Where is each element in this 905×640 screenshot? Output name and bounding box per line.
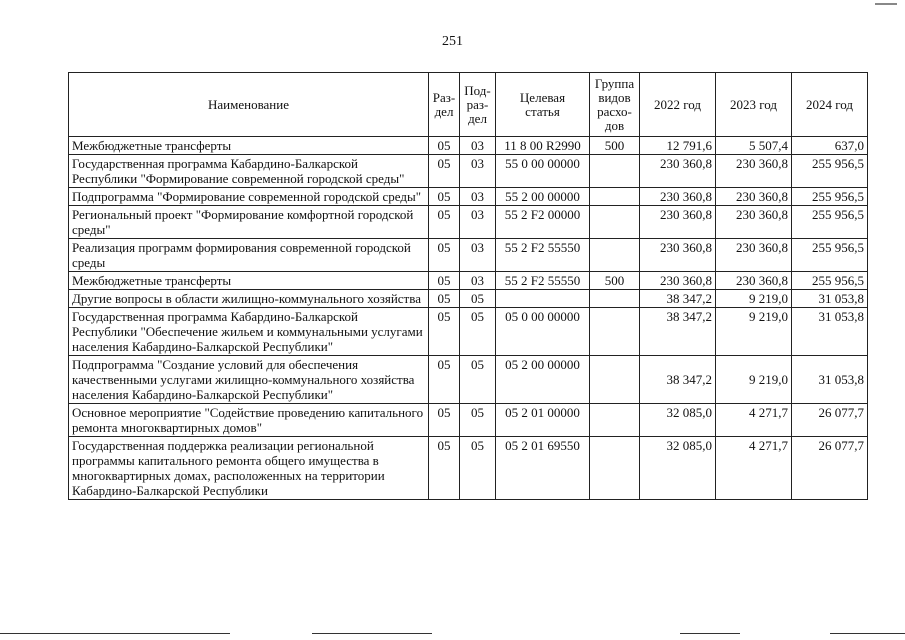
row-2022: 32 085,0 xyxy=(640,404,716,437)
table-row xyxy=(69,272,868,290)
row-podrazdel: 05 xyxy=(460,404,496,437)
row-2023: 230 360,8 xyxy=(716,239,792,272)
row-2023: 9 219,0 xyxy=(716,290,792,308)
header-podrazdel: Под- раз- дел xyxy=(460,73,496,137)
row-2024: 255 956,5 xyxy=(792,155,868,188)
table-row xyxy=(69,239,868,272)
row-celevaya-statya: 05 2 00 00000 xyxy=(496,356,590,404)
row-2024: 255 956,5 xyxy=(792,206,868,239)
row-gruppa-vidov xyxy=(590,356,640,404)
row-2023: 9 219,0 xyxy=(716,356,792,404)
row-razdel: 05 xyxy=(429,239,460,272)
row-name: Государственная программа Кабардино-Балкарской Республики "Обеспечение жильем и коммунальными услугами населения Кабардино-Балкарской Республики" xyxy=(69,308,429,356)
page-number: 251 xyxy=(442,34,463,49)
table-row xyxy=(69,206,868,239)
row-podrazdel: 03 xyxy=(460,239,496,272)
row-2024: 31 053,8 xyxy=(792,308,868,356)
row-2024: 637,0 xyxy=(792,137,868,155)
row-2023: 230 360,8 xyxy=(716,155,792,188)
row-2024: 26 077,7 xyxy=(792,437,868,500)
row-razdel: 05 xyxy=(429,437,460,500)
row-2022: 230 360,8 xyxy=(640,155,716,188)
budget-table xyxy=(68,72,868,500)
row-razdel: 05 xyxy=(429,206,460,239)
row-2023: 4 271,7 xyxy=(716,404,792,437)
row-gruppa-vidov xyxy=(590,155,640,188)
row-razdel: 05 xyxy=(429,290,460,308)
row-2023: 230 360,8 xyxy=(716,272,792,290)
row-2022: 38 347,2 xyxy=(640,356,716,404)
row-2022: 38 347,2 xyxy=(640,308,716,356)
row-2024: 26 077,7 xyxy=(792,404,868,437)
row-razdel: 05 xyxy=(429,272,460,290)
row-gruppa-vidov xyxy=(590,404,640,437)
row-celevaya-statya: 11 8 00 R2990 xyxy=(496,137,590,155)
row-2022: 230 360,8 xyxy=(640,206,716,239)
row-2023: 4 271,7 xyxy=(716,437,792,500)
row-gruppa-vidov xyxy=(590,437,640,500)
row-name: Государственная программа Кабардино-Балкарской Республики "Формирование современной городской среды" xyxy=(69,155,429,188)
footer-rule xyxy=(680,633,740,634)
row-razdel: 05 xyxy=(429,404,460,437)
row-name: Основное мероприятие "Содействие проведению капитального ремонта многоквартирных домов" xyxy=(69,404,429,437)
footer-rule xyxy=(0,633,230,634)
row-name: Подпрограмма "Создание условий для обеспечения качественными услугами жилищно-коммунального хозяйства населения Кабардино-Балкарской Республики" xyxy=(69,356,429,404)
row-podrazdel: 05 xyxy=(460,308,496,356)
header-2023: 2023 год xyxy=(716,73,792,137)
row-2023: 230 360,8 xyxy=(716,188,792,206)
row-2022: 230 360,8 xyxy=(640,188,716,206)
row-celevaya-statya xyxy=(496,290,590,308)
row-2023: 230 360,8 xyxy=(716,206,792,239)
row-celevaya-statya: 55 2 00 00000 xyxy=(496,188,590,206)
row-celevaya-statya: 55 0 00 00000 xyxy=(496,155,590,188)
row-razdel: 05 xyxy=(429,356,460,404)
header-razdel: Раз- дел xyxy=(429,73,460,137)
row-celevaya-statya: 55 2 F2 55550 xyxy=(496,239,590,272)
row-2024: 31 053,8 xyxy=(792,356,868,404)
table-row xyxy=(69,155,868,188)
row-gruppa-vidov xyxy=(590,239,640,272)
scan-corner-mark xyxy=(875,3,897,5)
header-2022: 2022 год xyxy=(640,73,716,137)
row-2024: 255 956,5 xyxy=(792,272,868,290)
row-gruppa-vidov xyxy=(590,206,640,239)
row-podrazdel: 05 xyxy=(460,290,496,308)
row-2022: 12 791,6 xyxy=(640,137,716,155)
row-name: Межбюджетные трансферты xyxy=(69,137,429,155)
header-2024: 2024 год xyxy=(792,73,868,137)
row-gruppa-vidov: 500 xyxy=(590,272,640,290)
table-row xyxy=(69,188,868,206)
row-podrazdel: 03 xyxy=(460,137,496,155)
row-celevaya-statya: 55 2 F2 55550 xyxy=(496,272,590,290)
row-celevaya-statya: 05 2 01 69550 xyxy=(496,437,590,500)
header-name: Наименование xyxy=(69,73,429,137)
row-celevaya-statya: 55 2 F2 00000 xyxy=(496,206,590,239)
row-2023: 9 219,0 xyxy=(716,308,792,356)
row-podrazdel: 05 xyxy=(460,437,496,500)
row-name: Региональный проект "Формирование комфортной городской среды" xyxy=(69,206,429,239)
row-2024: 255 956,5 xyxy=(792,239,868,272)
row-gruppa-vidov: 500 xyxy=(590,137,640,155)
row-podrazdel: 03 xyxy=(460,272,496,290)
row-2022: 38 347,2 xyxy=(640,290,716,308)
row-podrazdel: 03 xyxy=(460,155,496,188)
table-row xyxy=(69,137,868,155)
row-2022: 32 085,0 xyxy=(640,437,716,500)
table-row xyxy=(69,437,868,500)
row-razdel: 05 xyxy=(429,155,460,188)
row-gruppa-vidov xyxy=(590,188,640,206)
row-2022: 230 360,8 xyxy=(640,272,716,290)
header-row xyxy=(69,73,868,137)
row-celevaya-statya: 05 2 01 00000 xyxy=(496,404,590,437)
row-name: Государственная поддержка реализации региональной программы капитального ремонта общего имущества в многоквартирных домах, расположенных на территории Кабардино-Балкарской Республики xyxy=(69,437,429,500)
row-celevaya-statya: 05 0 00 00000 xyxy=(496,308,590,356)
row-razdel: 05 xyxy=(429,137,460,155)
table-row xyxy=(69,404,868,437)
row-2022: 230 360,8 xyxy=(640,239,716,272)
row-gruppa-vidov xyxy=(590,290,640,308)
row-2024: 31 053,8 xyxy=(792,290,868,308)
footer-rule xyxy=(830,633,905,634)
header-celevaya-statya: Целевая статья xyxy=(496,73,590,137)
header-gruppa-vidov: Группа видов расхо- дов xyxy=(590,73,640,137)
row-podrazdel: 03 xyxy=(460,188,496,206)
row-razdel: 05 xyxy=(429,188,460,206)
row-2023: 5 507,4 xyxy=(716,137,792,155)
row-podrazdel: 05 xyxy=(460,356,496,404)
table-row xyxy=(69,290,868,308)
row-name: Другие вопросы в области жилищно-коммунального хозяйства xyxy=(69,290,429,308)
row-name: Реализация программ формирования современной городской среды xyxy=(69,239,429,272)
row-podrazdel: 03 xyxy=(460,206,496,239)
table-row xyxy=(69,308,868,356)
table-row xyxy=(69,356,868,404)
row-razdel: 05 xyxy=(429,308,460,356)
footer-rule xyxy=(312,633,432,634)
row-name: Подпрограмма "Формирование современной городской среды" xyxy=(69,188,429,206)
row-2024: 255 956,5 xyxy=(792,188,868,206)
row-name: Межбюджетные трансферты xyxy=(69,272,429,290)
row-gruppa-vidov xyxy=(590,308,640,356)
